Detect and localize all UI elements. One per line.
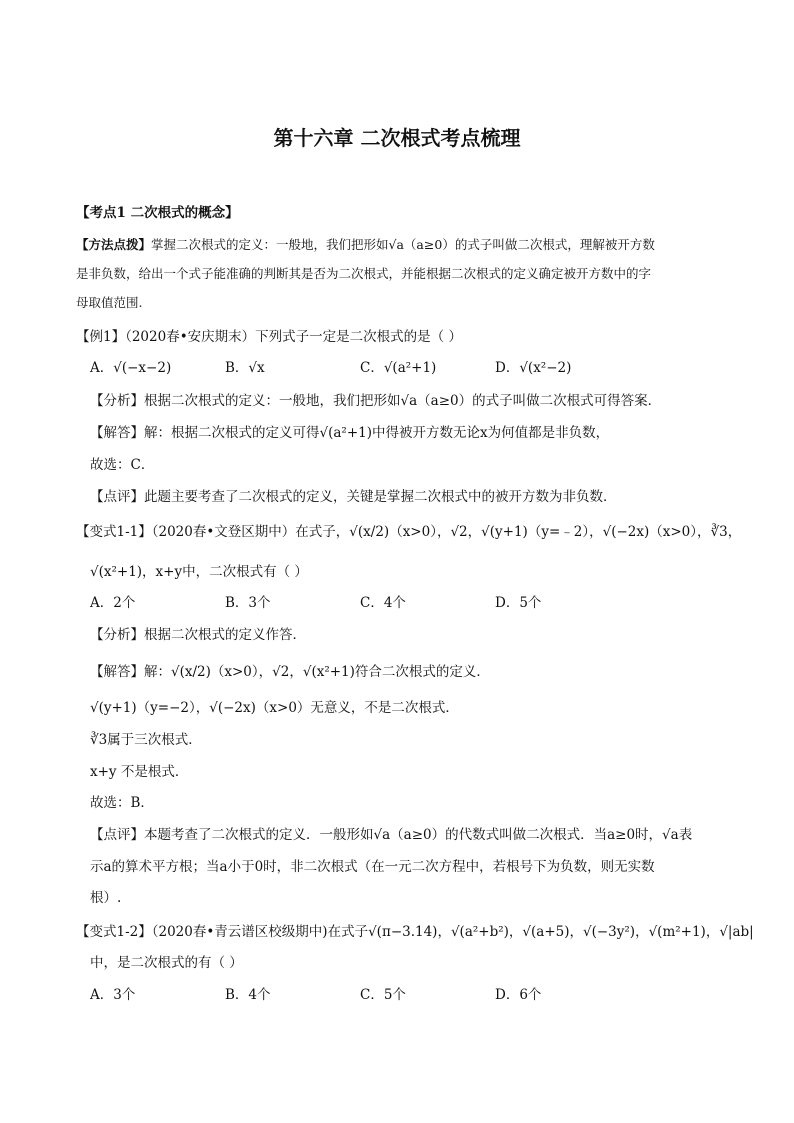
variant-1-1-comment-2: 示a的算术平方根；当a小于0时，非二次根式（在一元二次方程中，若根号下为负数，则无实数: [90, 859, 655, 875]
variant-1-1-answer-1: 【解答】解：√(x/2)（x>0），√2，√(x²+1)符合二次根式的定义．: [90, 664, 490, 680]
method-text-1: 掌握二次根式的定义：一般地，我们把形如√a（a≥0）的式子叫做二次根式，理解被开方数: [151, 237, 655, 252]
variant-1-1-choice: 故选：B．: [90, 795, 154, 811]
section-heading: 【考点1 二次根式的概念】: [76, 205, 239, 221]
example-1-prompt: 【例1】（2020春•安庆期末）下列式子一定是二次根式的是（ ）: [76, 329, 462, 345]
method-line-2: 是非负数，给出一个式子能准确的判断其是否为二次根式，并能根据二次根式的定义确定被开方数中的字: [76, 266, 652, 281]
option-a: A．2个: [90, 595, 136, 611]
option-b: B．√x: [225, 360, 265, 376]
option-c: C．4个: [360, 595, 406, 611]
option-b: B．3个: [225, 595, 271, 611]
option-a: A．√(−x−2): [90, 360, 172, 376]
example-1-options: [90, 358, 630, 378]
variant-1-1-options: [90, 593, 630, 613]
example-1-choice: 故选：C．: [90, 457, 155, 473]
variant-1-2-prompt-1: 【变式1-2】（2020春•青云谱区校级期中)在式子√(π−3.14)，√(a²+b²)，√(a+5)，√(−3y²)，√(m²+1)，√|ab|: [76, 924, 754, 940]
variant-1-1-comment-1: 【点评】本题考查了二次根式的定义．一般形如√a（a≥0）的代数式叫做二次根式．当a≥0时，√a表: [90, 827, 693, 843]
option-b: B．4个: [225, 987, 271, 1003]
method-line-3: 母取值范围.: [76, 295, 143, 310]
variant-1-1-analysis: 【分析】根据二次根式的定义作答．: [90, 627, 306, 643]
example-1-comment: 【点评】此题主要考查了二次根式的定义，关键是掌握二次根式中的被开方数为非负数．: [90, 489, 617, 505]
variant-1-2-options: [90, 985, 630, 1005]
example-1-analysis: 【分析】根据二次根式的定义：一般地，我们把形如√a（a≥0）的式子叫做二次根式可得答案．: [90, 393, 662, 409]
variant-1-1-answer-4: x+y 不是根式．: [90, 764, 189, 780]
variant-1-1-answer-3: ∛3属于三次根式．: [90, 732, 202, 748]
option-d: D．√(x²−2): [495, 360, 572, 376]
option-d: D．5个: [495, 595, 542, 611]
option-c: C．5个: [360, 987, 406, 1003]
page-title: 第十六章 二次根式考点梳理: [273, 126, 521, 150]
variant-1-1-prompt-1: 【变式1-1】（2020春•文登区期中）在式子，√(x/2)（x>0），√2，√(y+1)（y=﹣2），√(−2x)（x>0），∛3，: [76, 524, 742, 540]
option-c: C．√(a²+1): [360, 360, 437, 376]
example-1-answer: 【解答】解：根据二次根式的定义可得√(a²+1)中得被开方数无论x为何值都是非负数，: [90, 425, 610, 441]
variant-1-1-prompt-2: √(x²+1)，x+y中，二次根式有（ ）: [90, 564, 308, 580]
method-line-1: [76, 235, 655, 255]
option-d: D．6个: [495, 987, 542, 1003]
method-label: 【方法点拨】: [76, 237, 152, 252]
variant-1-1-comment-3: 根）.: [90, 890, 122, 906]
variant-1-2-prompt-2: 中，是二次根式的有（ ）: [90, 955, 243, 971]
variant-1-1-answer-2: √(y+1)（y=−2），√(−2x)（x>0）无意义，不是二次根式．: [90, 700, 459, 716]
option-a: A．3个: [90, 987, 136, 1003]
